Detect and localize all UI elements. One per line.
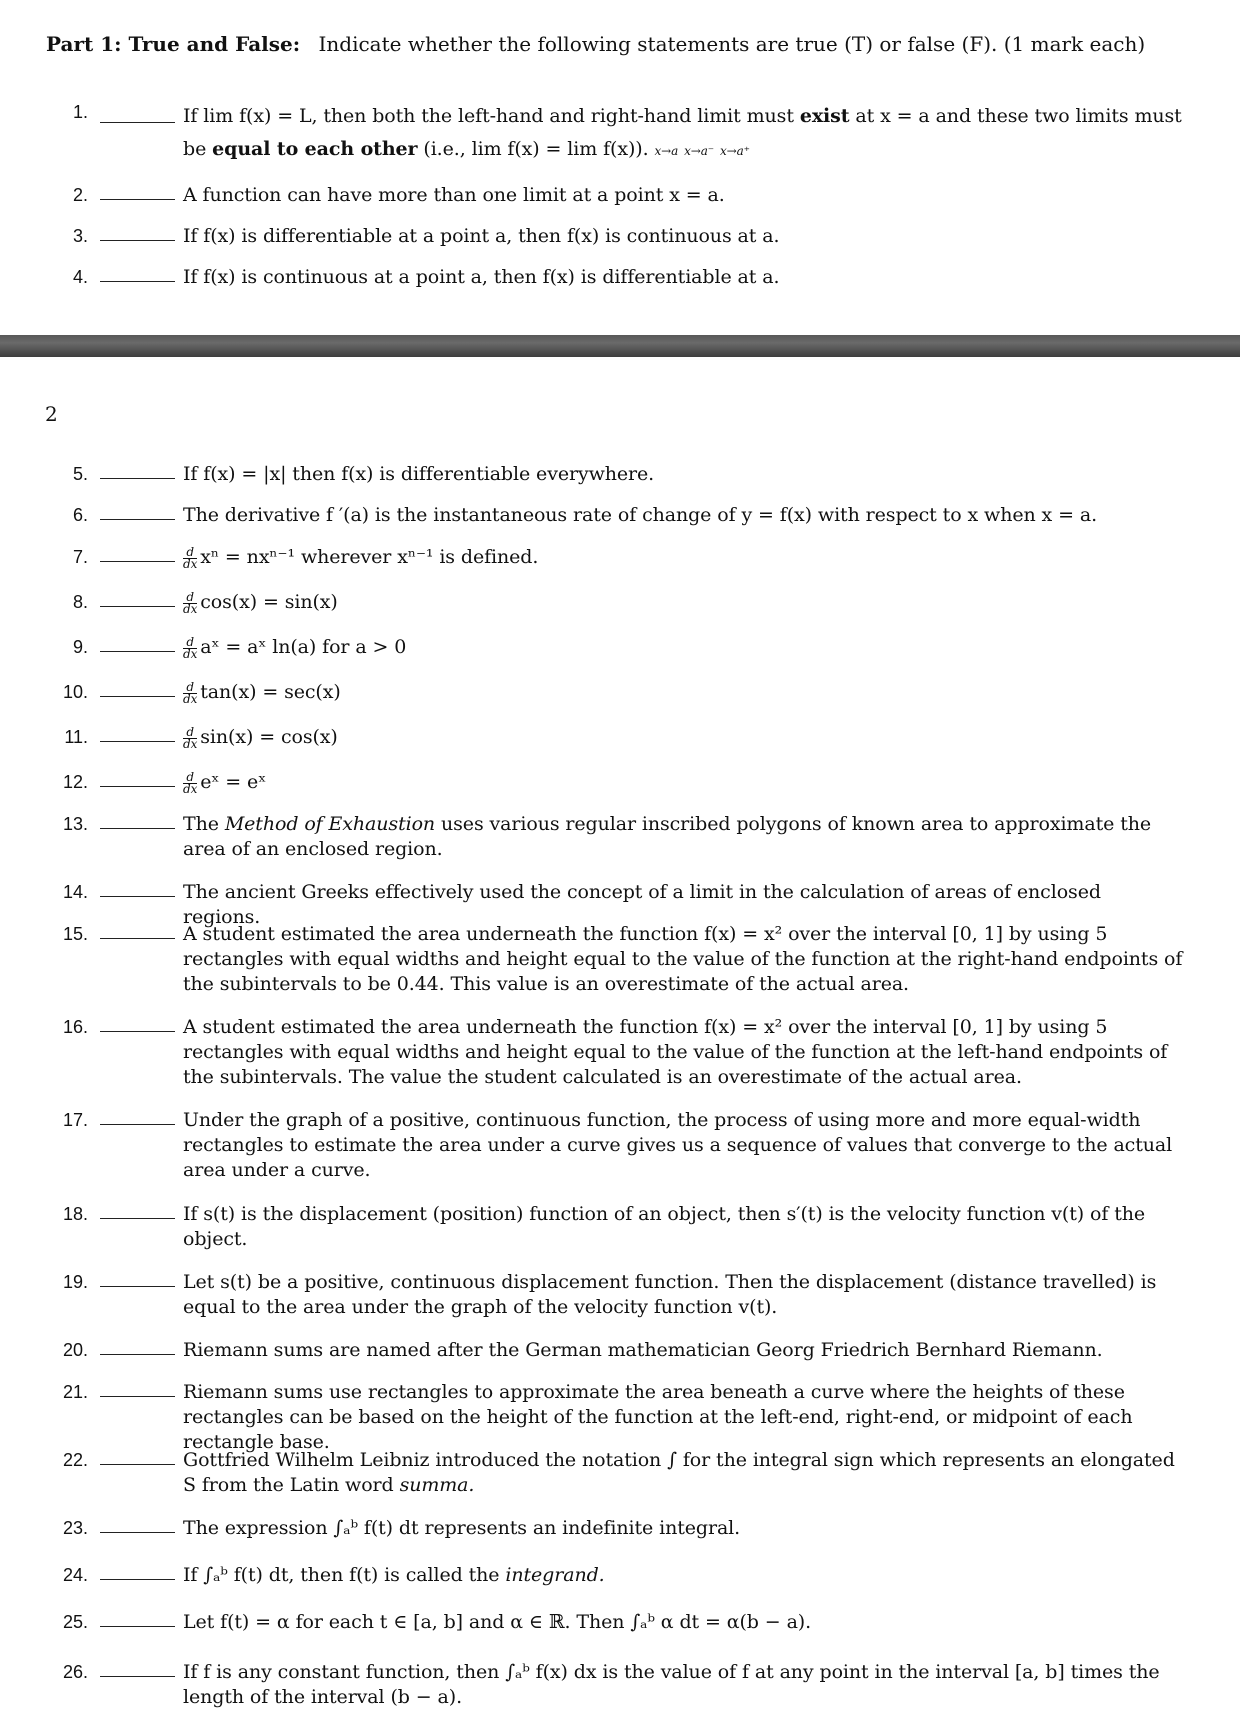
answer-blank[interactable] [100,696,175,697]
derivative-bottom: dx [183,556,198,571]
q1-text-d: (i.e., [423,138,466,160]
q1-text-bold-1: exist [799,105,850,127]
q22-text-italic: summa. [399,1474,475,1496]
derivative-operator [183,589,198,616]
derivative-bottom: dx [183,646,198,661]
page-number: 2 [45,402,58,426]
answer-blank[interactable] [100,281,175,282]
question-number: 15. [62,924,88,944]
question-text: The derivative f ′(a) is the instantaneous rate of change of y = f(x) with respect to x when x = a. [183,504,1098,526]
answer-blank[interactable] [100,1579,175,1580]
answer-blank[interactable] [100,1676,175,1677]
question-expression: xⁿ = nxⁿ⁻¹ wherever xⁿ⁻¹ is defined. [200,546,539,568]
question-text [183,1448,1183,1498]
question-text [183,590,1183,615]
q13-text-a: The [183,813,219,835]
answer-blank[interactable] [100,828,175,829]
derivative-bottom: dx [183,736,198,751]
answer-blank[interactable] [100,938,175,939]
answer-blank[interactable] [100,199,175,200]
question-number: 18. [62,1204,88,1224]
derivative-operator [183,724,198,751]
limit-subscript-left: x→a⁻ [684,144,715,158]
answer-blank[interactable] [100,561,175,562]
answer-blank[interactable] [100,240,175,241]
question-number: 2. [72,185,88,205]
q1-text-c: be [183,138,207,160]
limit-subscript-right: x→a⁺ [720,144,750,158]
answer-blank[interactable] [100,896,175,897]
answer-blank[interactable] [100,1286,175,1287]
derivative-operator [183,679,198,706]
question-text: Let f(t) = α for each t ∈ [a, b] and α ∈ ℝ. Then ∫ₐᵇ α dt = α(b − a). [183,1611,812,1633]
derivative-top: d [183,772,197,784]
answer-blank[interactable] [100,1124,175,1125]
question-text: A student estimated the area underneath the function f(x) = x² over the interval [0, 1] by using 5 rectangles with equal widths and height equal to the value of the function at the left-hand endpoints of the subintervals. The value the student calculated is an overestimate of the actual area. [183,1016,1168,1088]
question-text: The expression ∫ₐᵇ f(t) dt represents an indefinite integral. [183,1517,741,1539]
question-expression: aˣ = aˣ ln(a) for a > 0 [200,636,407,658]
question-text: If s(t) is the displacement (position) function of an object, then s′(t) is the velocity function v(t) of the object. [183,1203,1146,1250]
part-header [46,30,1216,58]
q13-text-b: uses various regular inscribed polygons of known area to approximate the area of an enclosed region. [183,813,1152,860]
derivative-operator [183,544,198,571]
derivative-bottom: dx [183,691,198,706]
answer-blank[interactable] [100,651,175,652]
answer-blank[interactable] [100,1354,175,1355]
derivative-bottom: dx [183,781,198,796]
question-number: 14. [62,882,88,902]
question-number: 24. [62,1565,88,1585]
q13-text-italic: Method of Exhaustion [224,813,436,835]
question-number: 22. [62,1450,88,1470]
answer-blank[interactable] [100,1464,175,1465]
derivative-top: d [183,682,197,694]
q24-text-italic: integrand. [505,1564,605,1586]
derivative-top: d [183,592,197,604]
question-number: 4. [72,267,88,287]
question-number: 10. [62,682,88,702]
question-text [183,680,1183,705]
derivative-top: d [183,547,197,559]
q1-text-a: If lim f(x) = L, then both the left-hand and right-hand limit must [183,105,794,127]
question-number: 11. [64,727,88,747]
question-number: 8. [72,592,88,612]
answer-blank[interactable] [100,1396,175,1397]
question-text: If f(x) is continuous at a point a, then f(x) is differentiable at a. [183,266,780,288]
answer-blank[interactable] [100,1532,175,1533]
answer-blank[interactable] [100,1031,175,1032]
question-number: 26. [62,1662,88,1682]
question-text [183,100,1183,168]
question-text: If f(x) is differentiable at a point a, then f(x) is continuous at a. [183,225,780,247]
question-number: 25. [62,1612,88,1632]
question-number: 20. [62,1340,88,1360]
page-divider [0,335,1240,357]
answer-blank[interactable] [100,741,175,742]
limit-subscript: x→a [654,144,679,158]
q22-text-a: Gottfried Wilhelm Leibniz introduced the notation ∫ for the integral sign which represents an elongated S from the Latin word [183,1449,1175,1496]
q1-text-bold-2: equal to each other [212,138,418,160]
question-text [183,770,1183,795]
question-number: 7. [72,547,88,567]
answer-blank[interactable] [100,606,175,607]
question-expression: tan(x) = sec(x) [200,681,341,703]
derivative-bottom: dx [183,601,198,616]
question-text: Riemann sums are named after the German mathematician Georg Friedrich Bernhard Riemann. [183,1339,1103,1361]
answer-blank[interactable] [100,519,175,520]
question-text: If f(x) = |x| then f(x) is differentiable everywhere. [183,463,655,485]
question-text: Under the graph of a positive, continuous function, the process of using more and more equal-width rectangles to estimate the area under a curve gives us a sequence of values that converge to the actual area under a curve. [183,1109,1173,1181]
question-expression: eˣ = eˣ [200,771,267,793]
derivative-operator [183,769,198,796]
question-text [183,725,1183,750]
question-number: 19. [62,1272,88,1292]
answer-blank[interactable] [100,1626,175,1627]
question-number: 13. [62,814,88,834]
answer-blank[interactable] [100,786,175,787]
question-number: 6. [72,505,88,525]
part-instruction: Indicate whether the following statements are true (T) or false (F). (1 mark each) [318,32,1146,56]
question-expression: cos(x) = sin(x) [200,591,338,613]
question-expression: sin(x) = cos(x) [200,726,338,748]
answer-blank[interactable] [100,1218,175,1219]
question-text: If f is any constant function, then ∫ₐᵇ f(x) dx is the value of f at any point in the interval [a, b] times the length of the interval (b − a). [183,1661,1160,1708]
part-title: Part 1: True and False: [46,32,301,56]
question-number: 12. [62,772,88,792]
q1-text-e: lim f(x) = lim f(x)). [471,138,649,160]
question-text: A student estimated the area underneath the function f(x) = x² over the interval [0, 1] by using 5 rectangles with equal widths and height equal to the value of the function at the right-hand endpoints of the subintervals to be 0.44. This value is an overestimate of the actual area. [183,923,1183,995]
answer-blank[interactable] [100,478,175,479]
question-number: 21. [62,1382,88,1402]
q24-text-a: If ∫ₐᵇ f(t) dt, then f(t) is called the [183,1564,500,1586]
question-number: 23. [62,1518,88,1538]
question-text: Riemann sums use rectangles to approximate the area beneath a curve where the heights of these rectangles can be based on the height of the function at the left-end, right-end, or midpoint of each rectangle base. [183,1381,1133,1453]
question-number: 16. [62,1017,88,1037]
q1-text-b: at x = a and these two limits must [855,105,1182,127]
derivative-top: d [183,727,197,739]
question-text [183,545,1183,570]
question-number: 17. [62,1110,88,1130]
question-number: 5. [72,464,88,484]
question-text [183,812,1183,862]
question-text: Let s(t) be a positive, continuous displacement function. Then the displacement (distance travelled) is equal to the area under the graph of the velocity function v(t). [183,1271,1157,1318]
question-number: 9. [72,637,88,657]
derivative-operator [183,634,198,661]
question-number: 3. [72,226,88,246]
derivative-top: d [183,637,197,649]
question-number: 1. [72,102,88,122]
question-text [183,1563,1183,1588]
question-text: A function can have more than one limit at a point x = a. [183,184,725,206]
question-text [183,635,1183,660]
question-text: The ancient Greeks effectively used the concept of a limit in the calculation of areas of enclosed regions. [183,881,1101,928]
answer-blank[interactable] [100,122,175,123]
